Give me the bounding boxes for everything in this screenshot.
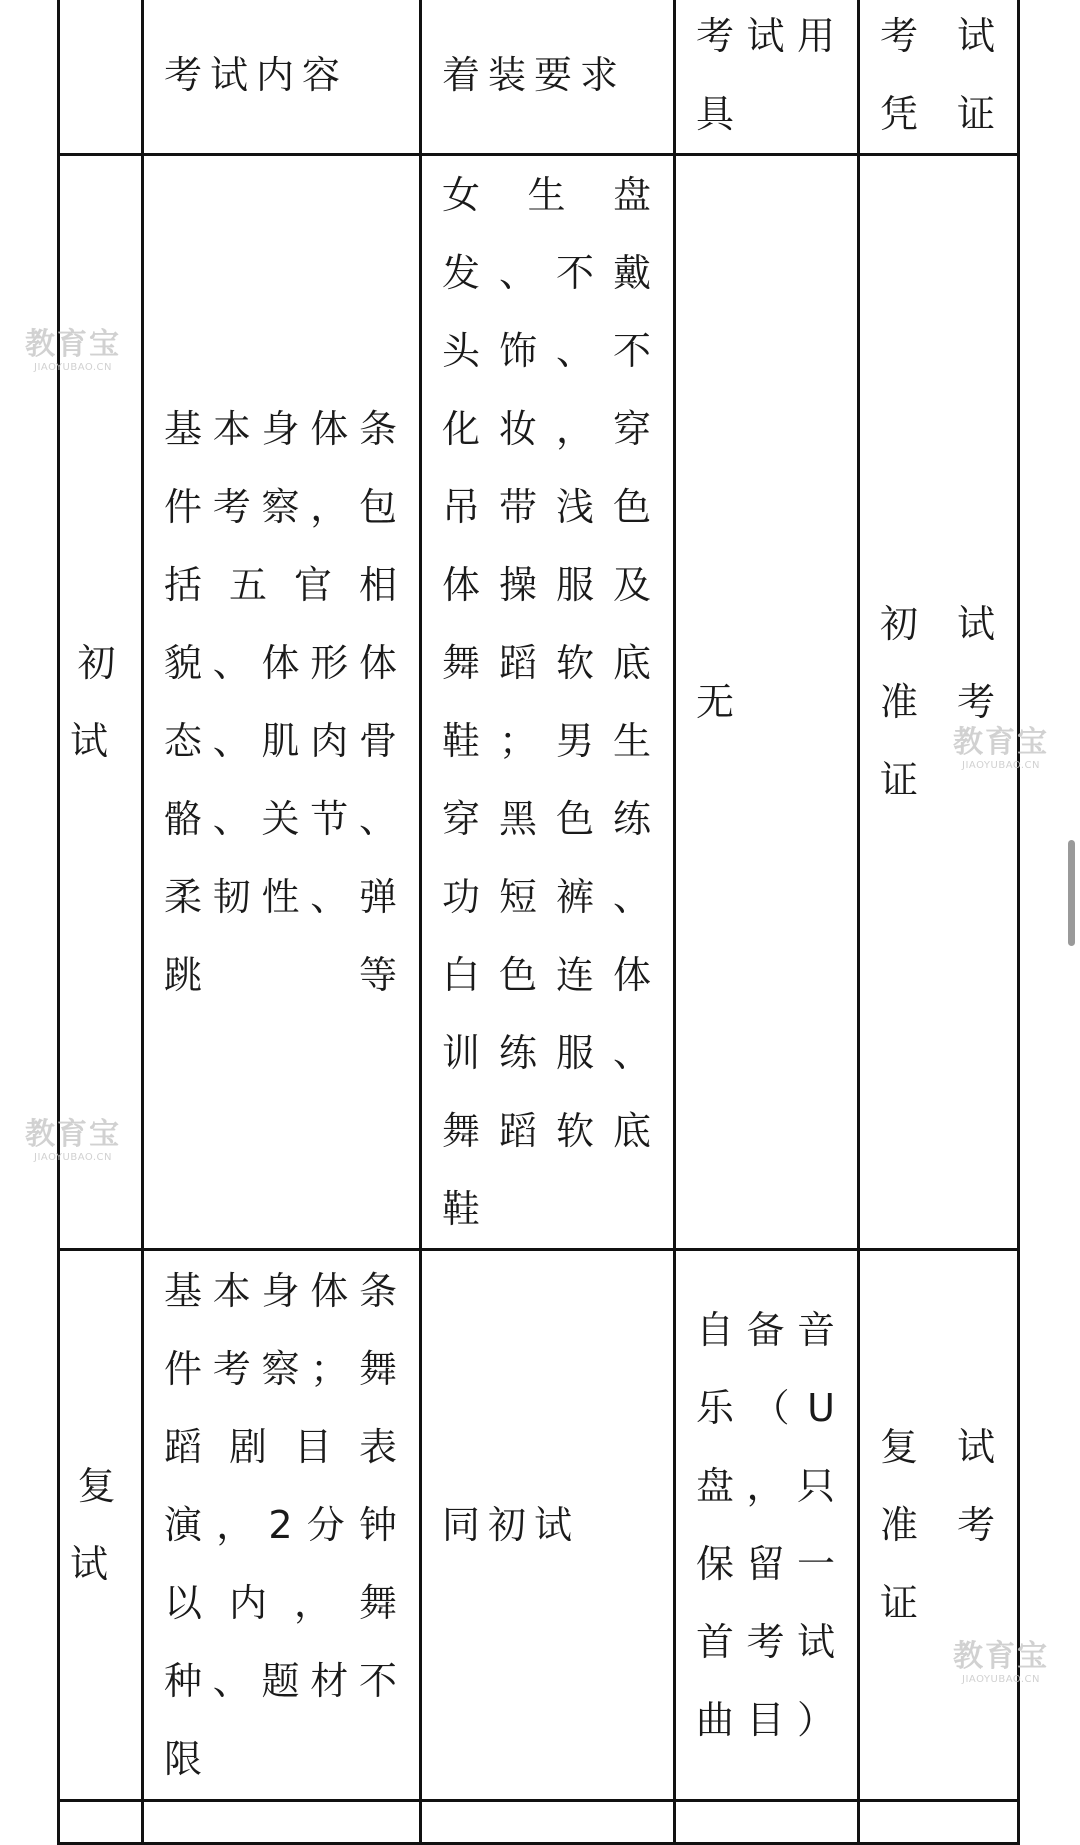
header-tools: 考试用具 bbox=[675, 0, 859, 155]
header-content: 考试内容 bbox=[143, 0, 421, 155]
watermark-logo: 教育宝 JIAOYUBAO.CN bbox=[953, 725, 1049, 771]
tools-cell: 无 bbox=[675, 155, 859, 1250]
content-cell: 基本身体条件考察，包括五官相貌、体形体态、肌肉骨骼、关节、柔韧性、弹跳等 bbox=[143, 155, 421, 1250]
watermark-logo: 教育宝 JIAOYUBAO.CN bbox=[953, 1639, 1049, 1685]
watermark-logo: 教育宝 JIAOYUBAO.CN bbox=[25, 1117, 121, 1163]
table-row bbox=[59, 155, 1019, 1250]
credential-cell: 初试准 考证 bbox=[859, 155, 1019, 1250]
content-cell: 基本身体条件考察；舞蹈剧目表演，2分钟以内，舞种、题材不限 bbox=[143, 1250, 421, 1801]
vertical-scrollbar[interactable] bbox=[1068, 840, 1075, 946]
exam-requirements-table bbox=[57, 0, 1020, 1845]
dress-cell: 同初试 bbox=[421, 1250, 675, 1801]
stage-cell: 复试 bbox=[59, 1250, 143, 1801]
dress-cell: 女生盘发、不戴头饰、不化妆，穿吊带浅色体操服及舞蹈软底鞋；男生穿黑色练功短裤、白色连体训练服、舞蹈软底鞋 bbox=[421, 155, 675, 1250]
table-row bbox=[59, 1801, 1019, 1844]
credential-cell: 复试准 考证 bbox=[859, 1250, 1019, 1801]
header-stage bbox=[59, 0, 143, 155]
tools-cell: 自备音乐（U盘，只保留一首考试曲目） bbox=[675, 1250, 859, 1801]
table-header-row bbox=[59, 0, 1019, 155]
header-dress: 着装要求 bbox=[421, 0, 675, 155]
header-credential: 考 试凭证 bbox=[859, 0, 1019, 155]
watermark-logo: 教育宝 JIAOYUBAO.CN bbox=[25, 327, 121, 373]
stage-cell: 初试 bbox=[59, 155, 143, 1250]
exam-table-container bbox=[57, 0, 1020, 1845]
